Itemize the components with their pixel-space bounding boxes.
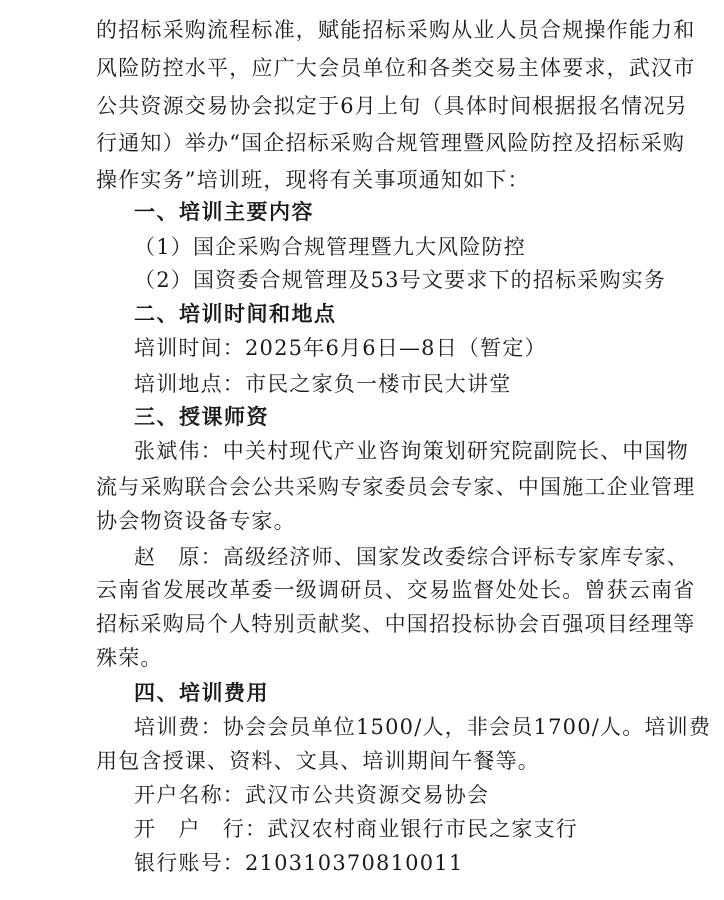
training-time: 培训时间：2025年6月6日—8日（暂定） <box>134 336 547 360</box>
account-name: 开户名称：武汉市公共资源交易协会 <box>134 783 490 807</box>
intro-line-3: 公共资源交易协会拟定于6月上旬（具体时间根据报名情况另 <box>96 94 688 118</box>
teacher-2-line-1: 赵 原：高级经济师、国家发改委综合评标专家库专家、 <box>134 545 689 569</box>
section-heading-content: 一、培训主要内容 <box>134 199 314 224</box>
intro-line-2: 风险防控水平，应广大会员单位和各类交易主体要求，武汉市 <box>96 56 696 80</box>
content-item-2: （2）国资委合规管理及53号文要求下的招标采购实务 <box>134 268 667 292</box>
teacher-1-line-1: 张斌伟：中关村现代产业咨询策划研究院副院长、中国物 <box>134 439 689 463</box>
teacher-1-line-2: 流与采购联合会公共采购专家委员会专家、中国施工企业管理 <box>96 475 696 499</box>
section-heading-time-place: 二、培训时间和地点 <box>134 301 337 326</box>
teacher-2-line-3: 招标采购局个人特别贡献奖、中国招投标协会百强项目经理等 <box>96 612 696 636</box>
intro-line-1: 的招标采购流程标准，赋能招标采购从业人员合规操作能力和 <box>96 18 696 42</box>
intro-line-5: 操作实务”培训班，现将有关事项通知如下： <box>96 168 530 192</box>
fee-line-1: 培训费：协会会员单位1500/人，非会员1700/人。培训费 <box>134 715 712 739</box>
fee-line-2: 用包含授课、资料、文具、培训期间午餐等。 <box>96 749 540 773</box>
training-place: 培训地点：市民之家负一楼市民大讲堂 <box>134 372 512 396</box>
teacher-2-line-4: 殊荣。 <box>96 646 163 670</box>
section-heading-teachers: 三、授课师资 <box>134 404 269 429</box>
teacher-1-line-3: 协会物资设备专家。 <box>96 509 296 533</box>
intro-line-4: 行通知）举办“国企招标采购合规管理暨风险防控及招标采购 <box>96 131 686 155</box>
content-item-1: （1）国企采购合规管理暨九大风险防控 <box>134 235 526 259</box>
section-heading-fee: 四、培训费用 <box>134 680 269 705</box>
bank-name: 开 户 行：武汉农村商业银行市民之家支行 <box>134 817 578 841</box>
teacher-2-line-2: 云南省发展改革委一级调研员、交易监督处处长。曾获云南省 <box>96 578 696 602</box>
account-number: 银行账号：210310370810011 <box>134 851 464 875</box>
